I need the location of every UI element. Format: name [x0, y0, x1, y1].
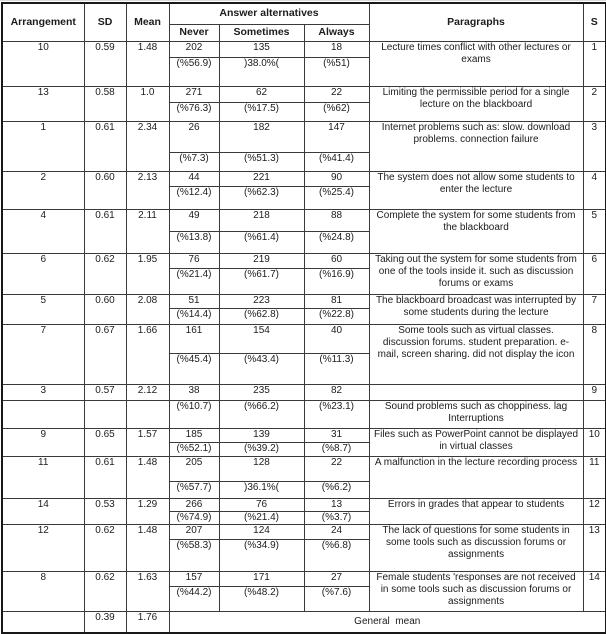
cell-paragraph: Internet problems such as: slow. download problems. connection failure	[369, 121, 583, 171]
header-paragraphs: Paragraphs	[369, 3, 583, 41]
cell-count-never: 271	[169, 86, 219, 102]
cell-serial: 2	[583, 86, 606, 121]
cell-pct-never: (%58.3)	[169, 539, 219, 571]
cell-pct-always: (%62)	[304, 102, 369, 121]
header-never: Never	[169, 24, 219, 41]
cell-pct-sometimes: (%61.7)	[219, 268, 304, 294]
cell-paragraph: The blackboard broadcast was interrupted by some students during the lecture	[369, 294, 583, 324]
cell-pct-sometimes: (%34.9)	[219, 539, 304, 571]
cell-sd: 0.39	[84, 611, 126, 633]
cell-paragraph: The lack of questions for some students in some tools such as discussion forums or assignments	[369, 524, 583, 571]
table-row	[2, 294, 606, 308]
cell-count-never: 207	[169, 524, 219, 539]
cell-count-sometimes: 221	[219, 171, 304, 186]
table-row	[2, 209, 606, 231]
cell-pct-always: (%25.4)	[304, 186, 369, 209]
cell-count-never: 76	[169, 253, 219, 268]
cell-mean: 1.66	[126, 324, 169, 384]
cell-sd: 0.61	[84, 209, 126, 253]
cell-count-sometimes: 154	[219, 324, 304, 353]
cell-count-always: 22	[304, 456, 369, 481]
cell-paragraph: Female students 'responses are not received in some tools such as discussion forums or assignments	[369, 571, 583, 611]
cell-count-sometimes: 182	[219, 121, 304, 152]
cell-arrangement: 10	[2, 41, 84, 86]
cell-serial: 11	[583, 456, 606, 498]
cell-pct-always: (%7.6)	[304, 586, 369, 611]
cell-paragraph: The system does not allow some students to enter the lecture	[369, 171, 583, 209]
cell-count-never: 51	[169, 294, 219, 308]
table-row	[2, 498, 606, 511]
cell-arrangement: 7	[2, 324, 84, 384]
cell-count-always: 18	[304, 41, 369, 57]
cell-sd: 0.62	[84, 253, 126, 294]
cell-pct-sometimes: (%61.4)	[219, 231, 304, 253]
cell-paragraph: Sound problems such as choppiness. lag Interruptions	[369, 400, 583, 428]
header-mean: Mean	[126, 3, 169, 41]
cell-count-always: 27	[304, 571, 369, 586]
cell-sd: 0.58	[84, 86, 126, 121]
cell-arrangement-empty	[2, 611, 84, 633]
cell-count-never: 38	[169, 384, 219, 400]
cell-count-sometimes: 76	[219, 498, 304, 511]
table-row	[2, 384, 606, 400]
cell-pct-never: (%14.4)	[169, 308, 219, 324]
cell-pct-sometimes: (%21.4)	[219, 511, 304, 524]
cell-pct-never: (%52.1)	[169, 442, 219, 456]
cell-mean-empty	[126, 400, 169, 428]
cell-pct-sometimes: (%62.3)	[219, 186, 304, 209]
table-header	[2, 3, 606, 41]
cell-pct-always: (%41.4)	[304, 152, 369, 171]
table-row	[2, 571, 606, 586]
cell-paragraph: A malfunction in the lecture recording process	[369, 456, 583, 498]
table-row	[2, 324, 606, 353]
cell-pct-never: (%44.2)	[169, 586, 219, 611]
cell-pct-always: (%3.7)	[304, 511, 369, 524]
table-row	[2, 171, 606, 186]
cell-mean: 2.12	[126, 384, 169, 400]
cell-pct-sometimes: (%66.2)	[219, 400, 304, 428]
cell-paragraph: Taking out the system for some students from one of the tools inside it. such as discussion forums or exams	[369, 253, 583, 294]
page-top-divider	[0, 0, 606, 1]
cell-mean: 1.48	[126, 456, 169, 498]
cell-count-sometimes: 235	[219, 384, 304, 400]
cell-pct-never: (%21.4)	[169, 268, 219, 294]
table-body	[2, 41, 606, 633]
cell-sd: 0.67	[84, 324, 126, 384]
cell-pct-sometimes: (%43.4)	[219, 353, 304, 384]
header-arrangement: Arrangement	[2, 3, 84, 41]
header-s: S	[583, 3, 606, 41]
cell-mean: 1.95	[126, 253, 169, 294]
cell-pct-always: (%22.8)	[304, 308, 369, 324]
cell-pct-always: (%8.7)	[304, 442, 369, 456]
cell-count-never: 161	[169, 324, 219, 353]
cell-mean: 1.0	[126, 86, 169, 121]
cell-pct-sometimes: (%51.3)	[219, 152, 304, 171]
cell-arrangement: 1	[2, 121, 84, 171]
cell-sd: 0.59	[84, 41, 126, 86]
cell-pct-sometimes: (%39.2)	[219, 442, 304, 456]
cell-pct-sometimes: (%62.8)	[219, 308, 304, 324]
cell-count-sometimes: 171	[219, 571, 304, 586]
cell-count-sometimes: 223	[219, 294, 304, 308]
cell-arrangement: 11	[2, 456, 84, 498]
cell-arrangement: 4	[2, 209, 84, 253]
cell-pct-never: (%7.3)	[169, 152, 219, 171]
table-row	[2, 524, 606, 539]
cell-pct-never: (%57.7)	[169, 481, 219, 498]
cell-count-sometimes: 62	[219, 86, 304, 102]
cell-count-sometimes: 219	[219, 253, 304, 268]
cell-pct-always: (%16.9)	[304, 268, 369, 294]
table-row	[2, 86, 606, 102]
cell-count-always: 60	[304, 253, 369, 268]
cell-count-sometimes: 135	[219, 41, 304, 57]
header-sd: SD	[84, 3, 126, 41]
cell-count-never: 266	[169, 498, 219, 511]
header-answer-alternatives: Answer alternatives	[169, 3, 369, 24]
cell-mean: 1.48	[126, 41, 169, 86]
cell-mean: 2.11	[126, 209, 169, 253]
cell-count-always: 24	[304, 524, 369, 539]
cell-pct-sometimes: (%17.5)	[219, 102, 304, 121]
cell-arrangement: 12	[2, 524, 84, 571]
cell-count-always: 90	[304, 171, 369, 186]
cell-serial: 14	[583, 571, 606, 611]
cell-paragraph: Some tools such as virtual classes. discussion forums. student preparation. e-mail, screen sharing. did not display the icon	[369, 324, 583, 384]
table-row	[2, 41, 606, 57]
cell-sd: 0.62	[84, 524, 126, 571]
cell-sd: 0.65	[84, 428, 126, 456]
cell-arrangement: 13	[2, 86, 84, 121]
general-mean-row	[2, 611, 606, 633]
cell-count-sometimes: 139	[219, 428, 304, 442]
cell-serial: 12	[583, 498, 606, 524]
cell-count-sometimes: 124	[219, 524, 304, 539]
cell-pct-never: (%76.3)	[169, 102, 219, 121]
cell-sd: 0.60	[84, 294, 126, 324]
cell-paragraph: Files such as PowerPoint cannot be displayed in virtual classes	[369, 428, 583, 456]
table-row	[2, 121, 606, 152]
cell-pct-sometimes: )36.1%(	[219, 481, 304, 498]
header-sometimes: Sometimes	[219, 24, 304, 41]
cell-count-never: 205	[169, 456, 219, 481]
cell-count-always: 82	[304, 384, 369, 400]
cell-count-never: 202	[169, 41, 219, 57]
cell-pct-always: (%23.1)	[304, 400, 369, 428]
cell-arrangement: 9	[2, 428, 84, 456]
cell-mean: 1.29	[126, 498, 169, 524]
cell-pct-never: (%74.9)	[169, 511, 219, 524]
cell-count-always: 22	[304, 86, 369, 102]
cell-pct-sometimes: )38.0%(	[219, 57, 304, 86]
cell-mean: 1.63	[126, 571, 169, 611]
cell-serial: 13	[583, 524, 606, 571]
table-row	[2, 456, 606, 481]
cell-mean: 1.48	[126, 524, 169, 571]
cell-serial: 9	[583, 384, 606, 400]
cell-pct-always: (%24.8)	[304, 231, 369, 253]
cell-count-never: 49	[169, 209, 219, 231]
cell-sd: 0.61	[84, 121, 126, 171]
cell-pct-always: (%6.2)	[304, 481, 369, 498]
cell-sd: 0.57	[84, 384, 126, 400]
cell-sd: 0.60	[84, 171, 126, 209]
cell-serial: 7	[583, 294, 606, 324]
cell-pct-always: (%11.3)	[304, 353, 369, 384]
cell-arrangement: 5	[2, 294, 84, 324]
cell-count-always: 88	[304, 209, 369, 231]
cell-arrangement-empty	[2, 400, 84, 428]
cell-count-never: 185	[169, 428, 219, 442]
cell-count-always: 81	[304, 294, 369, 308]
table-row	[2, 253, 606, 268]
cell-sd: 0.53	[84, 498, 126, 524]
cell-arrangement: 14	[2, 498, 84, 524]
cell-paragraph: Lecture times conflict with other lectures or exams	[369, 41, 583, 86]
cell-paragraph: Errors in grades that appear to students	[369, 498, 583, 524]
cell-serial: 6	[583, 253, 606, 294]
cell-pct-never: (%12.4)	[169, 186, 219, 209]
cell-count-sometimes: 218	[219, 209, 304, 231]
cell-arrangement: 8	[2, 571, 84, 611]
cell-pct-always: (%51)	[304, 57, 369, 86]
header-always: Always	[304, 24, 369, 41]
cell-pct-always: (%6.8)	[304, 539, 369, 571]
cell-mean: 2.34	[126, 121, 169, 171]
cell-serial: 8	[583, 324, 606, 384]
cell-serial: 1	[583, 41, 606, 86]
cell-arrangement: 6	[2, 253, 84, 294]
cell-count-always: 13	[304, 498, 369, 511]
cell-sd-empty	[84, 400, 126, 428]
cell-paragraph	[369, 384, 583, 400]
cell-sd: 0.62	[84, 571, 126, 611]
cell-arrangement: 3	[2, 384, 84, 400]
cell-mean: 2.13	[126, 171, 169, 209]
cell-pct-never: (%45.4)	[169, 353, 219, 384]
cell-count-never: 157	[169, 571, 219, 586]
cell-mean: 2.08	[126, 294, 169, 324]
cell-count-always: 147	[304, 121, 369, 152]
cell-serial-empty	[583, 400, 606, 428]
cell-pct-never: (%10.7)	[169, 400, 219, 428]
table-row-percent	[2, 400, 606, 428]
cell-serial: 4	[583, 171, 606, 209]
cell-paragraph: Complete the system for some students from the blackboard	[369, 209, 583, 253]
cell-serial: 10	[583, 428, 606, 456]
cell-count-never: 44	[169, 171, 219, 186]
general-mean-label: General mean	[169, 611, 606, 633]
table-row	[2, 428, 606, 442]
cell-paragraph: Limiting the permissible period for a single lecture on the blackboard	[369, 86, 583, 121]
cell-count-always: 40	[304, 324, 369, 353]
cell-count-sometimes: 128	[219, 456, 304, 481]
cell-mean: 1.57	[126, 428, 169, 456]
cell-mean: 1.76	[126, 611, 169, 633]
cell-serial: 5	[583, 209, 606, 253]
cell-count-never: 26	[169, 121, 219, 152]
cell-count-always: 31	[304, 428, 369, 442]
cell-sd: 0.61	[84, 456, 126, 498]
cell-pct-sometimes: (%48.2)	[219, 586, 304, 611]
survey-results-table	[1, 2, 606, 634]
cell-serial: 3	[583, 121, 606, 171]
cell-pct-never: (%13.8)	[169, 231, 219, 253]
cell-arrangement: 2	[2, 171, 84, 209]
cell-pct-never: (%56.9)	[169, 57, 219, 86]
